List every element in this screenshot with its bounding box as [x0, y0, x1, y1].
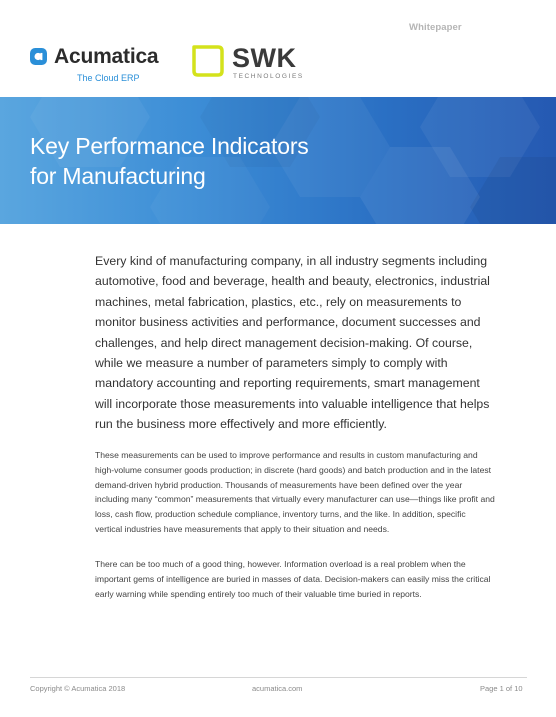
title-banner [0, 97, 556, 224]
document-title-line-2: for Manufacturing [30, 163, 206, 189]
footer-website-link[interactable]: acumatica.com [252, 684, 303, 693]
acumatica-logo-icon [30, 48, 47, 65]
acumatica-logo-tagline: The Cloud ERP [77, 73, 140, 83]
swk-logo-name: SWK [232, 43, 297, 73]
swk-logo-subtitle: TECHNOLOGIES [233, 73, 304, 80]
document-title-line-1: Key Performance Indicators [30, 133, 309, 159]
footer-page-number: Page 1 of 10 [480, 684, 523, 693]
swk-logo [190, 43, 310, 83]
body-paragraph-2: There can be too much of a good thing, however. Information overload is a real problem when the important gems of intelligence are buried in masses of data. Decision-makers can easily miss the critical early warning while spending entirely too much of their valuable time buried in reports. [95, 559, 491, 599]
acumatica-logo [30, 45, 190, 85]
footer-copyright: Copyright © Acumatica 2018 [30, 684, 126, 693]
document-title [30, 131, 309, 191]
document-type-label: Whitepaper [409, 22, 462, 33]
footer-divider [30, 677, 527, 678]
acumatica-logo-name: Acumatica [54, 45, 159, 68]
lead-paragraph: Every kind of manufacturing company, in all industry segments including automotive, food and beverage, health and beauty, electronics, industrial machines, metal fabrication, plastics, etc., rely on measurements to monitor business activities and performance, document successes and challenges, and help direct management decision-making. Of course, while we measure a number of parameters simply to comply with mandatory accounting and reporting requirements, smart management will incorporate those measurements into valuable intelligence that helps run the business more effectively and more efficiently. [95, 254, 490, 432]
swk-logo-icon [190, 43, 226, 79]
body-paragraph-1: These measurements can be used to improve performance and results in custom manufacturing and high-volume consumer goods production; in discrete (hard goods) and batch production and in the latest demand-driven hybrid production. Thousands of measurements have been defined over the year including many “common” measurements that virtually every manufacturer can use—things like profit and loss, cash flow, production schedule compliance, inventory turns, and the like. In addition, specific vertical industries have measurements that apply to their situation and needs. [95, 450, 495, 534]
